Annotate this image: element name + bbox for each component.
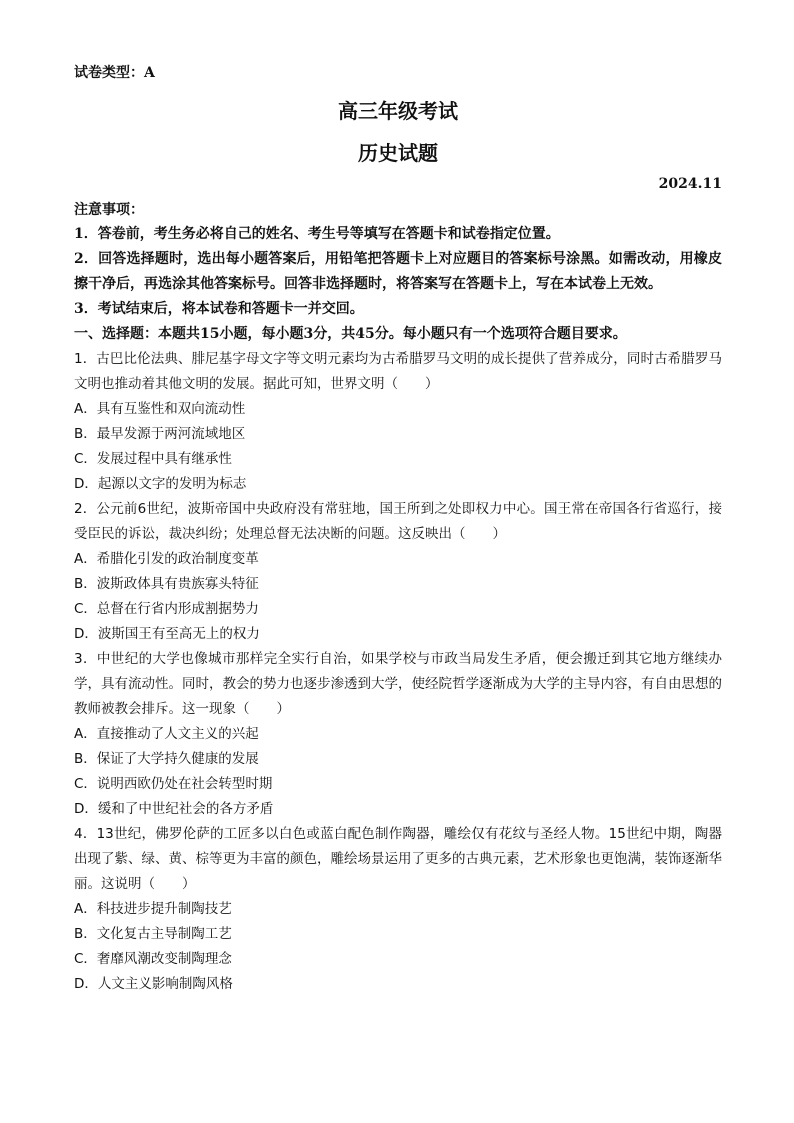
option-d: D．人文主义影响制陶风格 — [74, 976, 233, 992]
option-b: B．波斯政体具有贵族寡头特征 — [74, 576, 259, 592]
option-d: D．波斯国王有至高无上的权力 — [74, 626, 260, 642]
option-d: D．缓和了中世纪社会的各方矛盾 — [74, 801, 274, 817]
exam-title: 高三年级考试 — [338, 99, 458, 123]
note-item-3: 3．考试结束后，将本试卷和答题卡一并交回。 — [74, 301, 364, 317]
question-stem: 1．古巴比伦法典、腓尼基字母文字等文明元素均为古希腊罗马文明的成长提供了营养成分，同时古希腊罗马文明也推动着其他文明的发展。据此可知，世界文明（ ） — [74, 351, 722, 392]
question-1 — [74, 347, 722, 497]
option-a: A．希腊化引发的政治制度变革 — [74, 551, 259, 567]
option-c: C．总督在行省内形成割据势力 — [74, 601, 259, 617]
option-a: A．具有互鉴性和双向流动性 — [74, 401, 246, 417]
section-heading: 一、选择题：本题共15小题，每小题3分，共45分。每小题只有一个选项符合题目要求。 — [74, 326, 627, 342]
question-stem: 3．中世纪的大学也像城市那样完全实行自治，如果学校与市政当局发生矛盾，便会搬迁到其它地方继续办学，具有流动性。同时，教会的势力也逐步渗透到大学，使经院哲学逐渐成为大学的主导内容，有自由思想的教师被教会排斥。这一现象（ ） — [74, 651, 722, 717]
exam-page — [74, 62, 722, 997]
question-2 — [74, 497, 722, 647]
option-b: B．文化复古主导制陶工艺 — [74, 926, 232, 942]
option-a: A．直接推动了人文主义的兴起 — [74, 726, 259, 742]
notes-block — [74, 198, 722, 322]
question-4 — [74, 822, 722, 997]
option-b: B．最早发源于两河流域地区 — [74, 426, 246, 442]
option-c: C．奢靡风潮改变制陶理念 — [74, 951, 232, 967]
option-d: D．起源以文字的发明为标志 — [74, 476, 247, 492]
notes-heading: 注意事项： — [74, 202, 144, 218]
question-stem: 2．公元前6世纪，波斯帝国中央政府没有常驻地，国王所到之处即权力中心。国王常在帝国各行省巡行，接受臣民的诉讼，裁决纠纷；处理总督无法决断的问题。这反映出（ ） — [74, 501, 722, 542]
option-a: A．科技进步提升制陶技艺 — [74, 901, 232, 917]
paper-type: 试卷类型：A — [74, 65, 155, 81]
exam-date: 2024.11 — [658, 176, 722, 192]
option-c: C．说明西欧仍处在社会转型时期 — [74, 776, 273, 792]
note-item-2: 2．回答选择题时，选出每小题答案后，用铅笔把答题卡上对应题目的答案标号涂黑。如需改动，用橡皮擦干净后，再选涂其他答案标号。回答非选择题时，将答案写在答题卡上，写在本试卷上无效。 — [74, 251, 722, 292]
option-b: B．保证了大学持久健康的发展 — [74, 751, 259, 767]
question-3 — [74, 647, 722, 822]
option-c: C．发展过程中具有继承性 — [74, 451, 232, 467]
question-stem: 4．13世纪，佛罗伦萨的工匠多以白色或蓝白配色制作陶器，雕绘仅有花纹与圣经人物。15世纪中期，陶器出现了紫、绿、黄、棕等更为丰富的颜色，雕绘场景运用了更多的古典元素，艺术形象也更饱满，装饰逐渐华丽。这说明（ ） — [74, 826, 722, 892]
note-item-1: 1．答卷前，考生务必将自己的姓名、考生号等填写在答题卡和试卷指定位置。 — [74, 226, 560, 242]
exam-subject: 历史试题 — [358, 141, 438, 165]
